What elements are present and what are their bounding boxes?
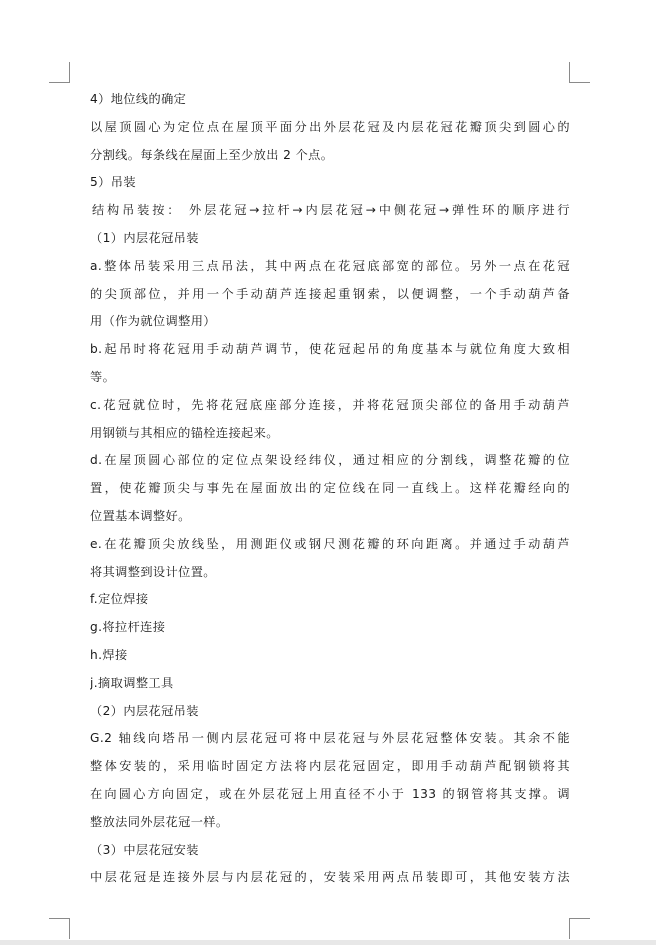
- paragraph-line: b.起吊时将花冠用手动葫芦调节，使花冠起吊的角度基本与就位角度大致相: [90, 342, 570, 357]
- paragraph-line: 位置基本调整好。: [90, 508, 191, 523]
- paragraph-line: G.2 轴线向塔吊一侧内层花冠可将中层花冠与外层花冠整体安装。其余不能: [90, 731, 570, 746]
- subsection-heading: （3）中层花冠安装: [90, 842, 199, 857]
- list-item: j.摘取调整工具: [90, 675, 174, 690]
- list-item: f.定位焊接: [90, 592, 149, 607]
- paragraph-line: 结构吊装按： 外层花冠→拉杆→内层花冠→中侧花冠→弹性环的顺序进行: [92, 203, 570, 218]
- window-bottom-edge: [0, 940, 656, 945]
- margin-corner-top-right: [569, 62, 590, 83]
- paragraph-line: d.在屋顶圆心部位的定位点架设经纬仪，通过相应的分割线，调整花瓣的位: [90, 453, 570, 468]
- paragraph-line: 用钢锁与其相应的锚栓连接起来。: [90, 425, 279, 440]
- subsection-heading: （2）内层花冠吊装: [90, 703, 199, 718]
- document-body[interactable]: [90, 86, 570, 892]
- paragraph-line: c.花冠就位时，先将花冠底座部分连接，并将花冠顶尖部位的备用手动葫芦: [90, 397, 570, 412]
- paragraph-line: 整放法同外层花冠一样。: [90, 814, 229, 829]
- section-heading: 5）吊装: [90, 175, 136, 190]
- list-item: h.焊接: [90, 647, 128, 662]
- paragraph-line: 整体安装的，采用临时固定方法将内层花冠固定，即用手动葫芦配钢锁将其: [90, 759, 570, 774]
- paragraph-line: 分割线。每条线在屋面上至少放出 2 个点。: [90, 147, 334, 162]
- paragraph-line: 将其调整到设计位置。: [90, 564, 216, 579]
- list-item: g.将拉杆连接: [90, 620, 166, 635]
- paragraph-line: 的尖顶部位，并用一个手动葫芦连接起重钢索，以便调整，一个手动葫芦备: [90, 286, 570, 301]
- paragraph-line: 用（作为就位调整用）: [90, 314, 216, 329]
- subsection-heading: （1）内层花冠吊装: [90, 230, 199, 245]
- paragraph-line: 置，使花瓣顶尖与事先在屋面放出的定位线在同一直线上。这样花瓣经向的: [90, 481, 570, 496]
- margin-corner-bottom-right: [569, 918, 590, 939]
- section-heading: 4）地位线的确定: [90, 92, 187, 106]
- paragraph-line: 以屋顶圆心为定位点在屋顶平面分出外层花冠及内层花冠花瓣顶尖到圆心的: [90, 119, 570, 134]
- paragraph-line: a.整体吊装采用三点吊法，其中两点在花冠底部宽的部位。另外一点在花冠: [90, 258, 570, 273]
- margin-corner-bottom-left: [49, 918, 70, 939]
- paragraph-line: e.在花瓣顶尖放线坠，用测距仪或钢尺测花瓣的环向距离。并通过手动葫芦: [90, 536, 570, 551]
- margin-corner-top-left: [49, 62, 70, 83]
- paragraph-line: 中层花冠是连接外层与内层花冠的，安装采用两点吊装即可，其他安装方法: [90, 870, 570, 885]
- paragraph-line: 在向圆心方向固定，或在外层花冠上用直径不小于 133 的钢管将其支撑。调: [90, 786, 570, 801]
- paragraph-line: 等。: [90, 369, 116, 384]
